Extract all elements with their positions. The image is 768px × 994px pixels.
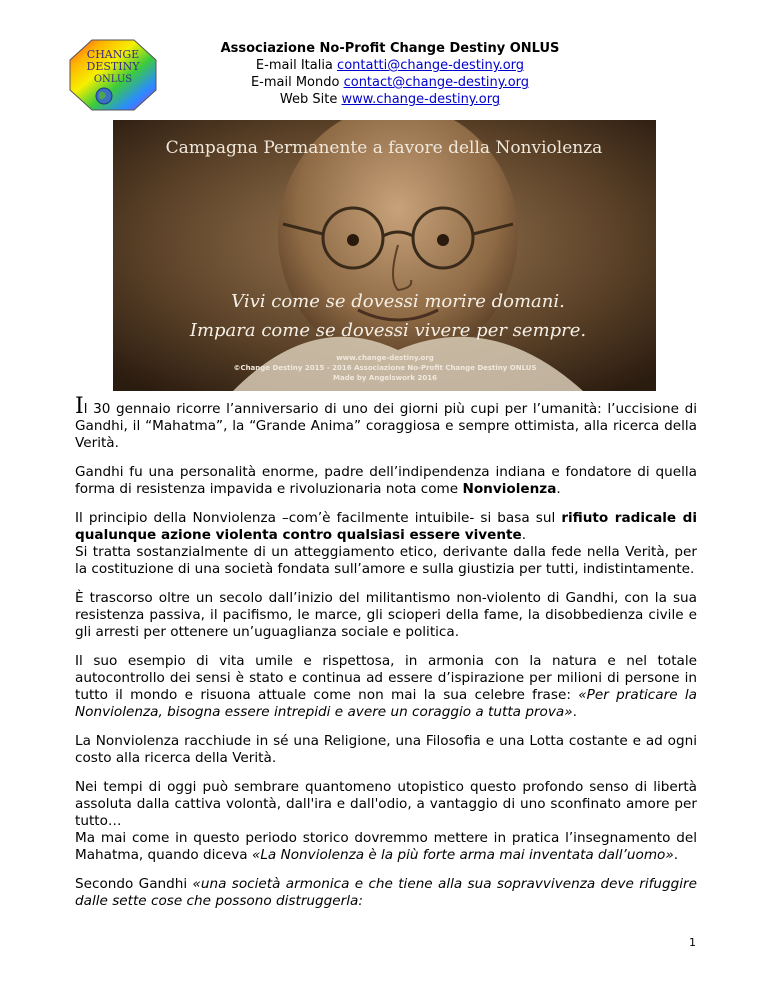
paragraph-8: Secondo Gandhi «una società armonica e che tiene alla sua sopravvivenza deve rifuggire dalle sette cose che possono distruggerla: (75, 876, 697, 909)
change-destiny-logo (68, 38, 158, 112)
paragraph-6: La Nonviolenza racchiude in sé una Religione, una Filosofia e una Lotta costante e ad ogni costo alla ricerca della Verità. (75, 733, 697, 766)
svg-text:ONLUS: ONLUS (93, 74, 133, 85)
email-italy-line: E-mail Italia contatti@change-destiny.org (255, 58, 525, 73)
svg-text:DESTINY: DESTINY (86, 60, 140, 73)
website-link[interactable]: www.change-destiny.org (341, 92, 501, 107)
banner-quote-line-1: Vivi come se dovessi morire domani. (231, 291, 565, 312)
paragraph-4: È trascorso oltre un secolo dall’inizio del militantismo non-violento di Gandhi, con la sua resistenza passiva, il pacifismo, le marce, gli scioperi della fame, la disobbedienza civile e gli arresti per ottenere un’uguaglianza sociale e politica. (75, 590, 697, 640)
banner-quote-line-2: Impara come se dovessi vivere per sempre. (189, 320, 587, 341)
paragraph-7: Nei tempi di oggi può sembrare quantomeno utopistico questo profondo senso di libertà assoluta dalla cattiva volontà, dall'ira e dall'odio, a vantaggio di uno sconfinato amore per tutto… Ma mai come in questo periodo storico dovremmo mettere in pratica l’insegnamento del Mahatma, quando diceva «La Nonviolenza è la più forte arma mai inventata dall’uomo». (75, 779, 697, 863)
banner-copyright: ©Change Destiny 2015 - 2016 Associazione No-Profit Change Destiny ONLUS (233, 364, 537, 372)
banner-title: Campagna Permanente a favore della Nonviolenza (165, 138, 603, 158)
article-body (75, 394, 698, 922)
banner-site: www.change-destiny.org (336, 354, 434, 362)
letterhead (160, 40, 620, 108)
paragraph-2: Gandhi fu una personalità enorme, padre dell’indipendenza indiana e fondatore di quella forma di resistenza impavida e rivoluzionaria nota come Nonviolenza. (75, 464, 697, 497)
organization-name: Associazione No-Profit Change Destiny ONLUS (220, 41, 560, 56)
page-number: 1 (689, 936, 696, 949)
banner-made-by: Made by Angelswork 2016 (333, 374, 437, 382)
paragraph-1: Il 30 gennaio ricorre l’anniversario di uno dei giorni più cupi per l’umanità: l’uccisione di Gandhi, il “Mahatma”, la “Grande Anima” coraggiosa e sempre ottimista, alla ricerca della Verità. (75, 394, 697, 451)
paragraph-3: Il principio della Nonviolenza –com’è facilmente intuibile- si basa sul rifiuto radicale di qualunque azione violenta contro qualsiasi essere vivente. Si tratta sostanzialmente di un atteggiamento etico, derivante dalla fede nella Verità, per la costituzione di una società fondata sull’amore e sulla giustizia per tutti, indistintamente. (75, 510, 698, 577)
email-world-line: E-mail Mondo contact@change-destiny.org (250, 75, 530, 90)
drop-cap: I (75, 394, 84, 419)
svg-text:CHANGE: CHANGE (86, 48, 140, 61)
website-line: Web Site www.change-destiny.org (279, 92, 501, 107)
email-world-link[interactable]: contact@change-destiny.org (343, 75, 530, 90)
email-italy-link[interactable]: contatti@change-destiny.org (337, 58, 525, 73)
paragraph-5: Il suo esempio di vita umile e rispettosa, in armonia con la natura e nel totale autocontrollo dei sensi è stato e continua ad essere d’ispirazione per milioni di persone in tutto il mondo e risuona attuale come non mai la sua celebre frase: «Per praticare la Nonviolenza, bisogna essere intrepidi e avere un coraggio a tutta prova». (75, 653, 698, 720)
gandhi-banner-image (113, 120, 656, 391)
